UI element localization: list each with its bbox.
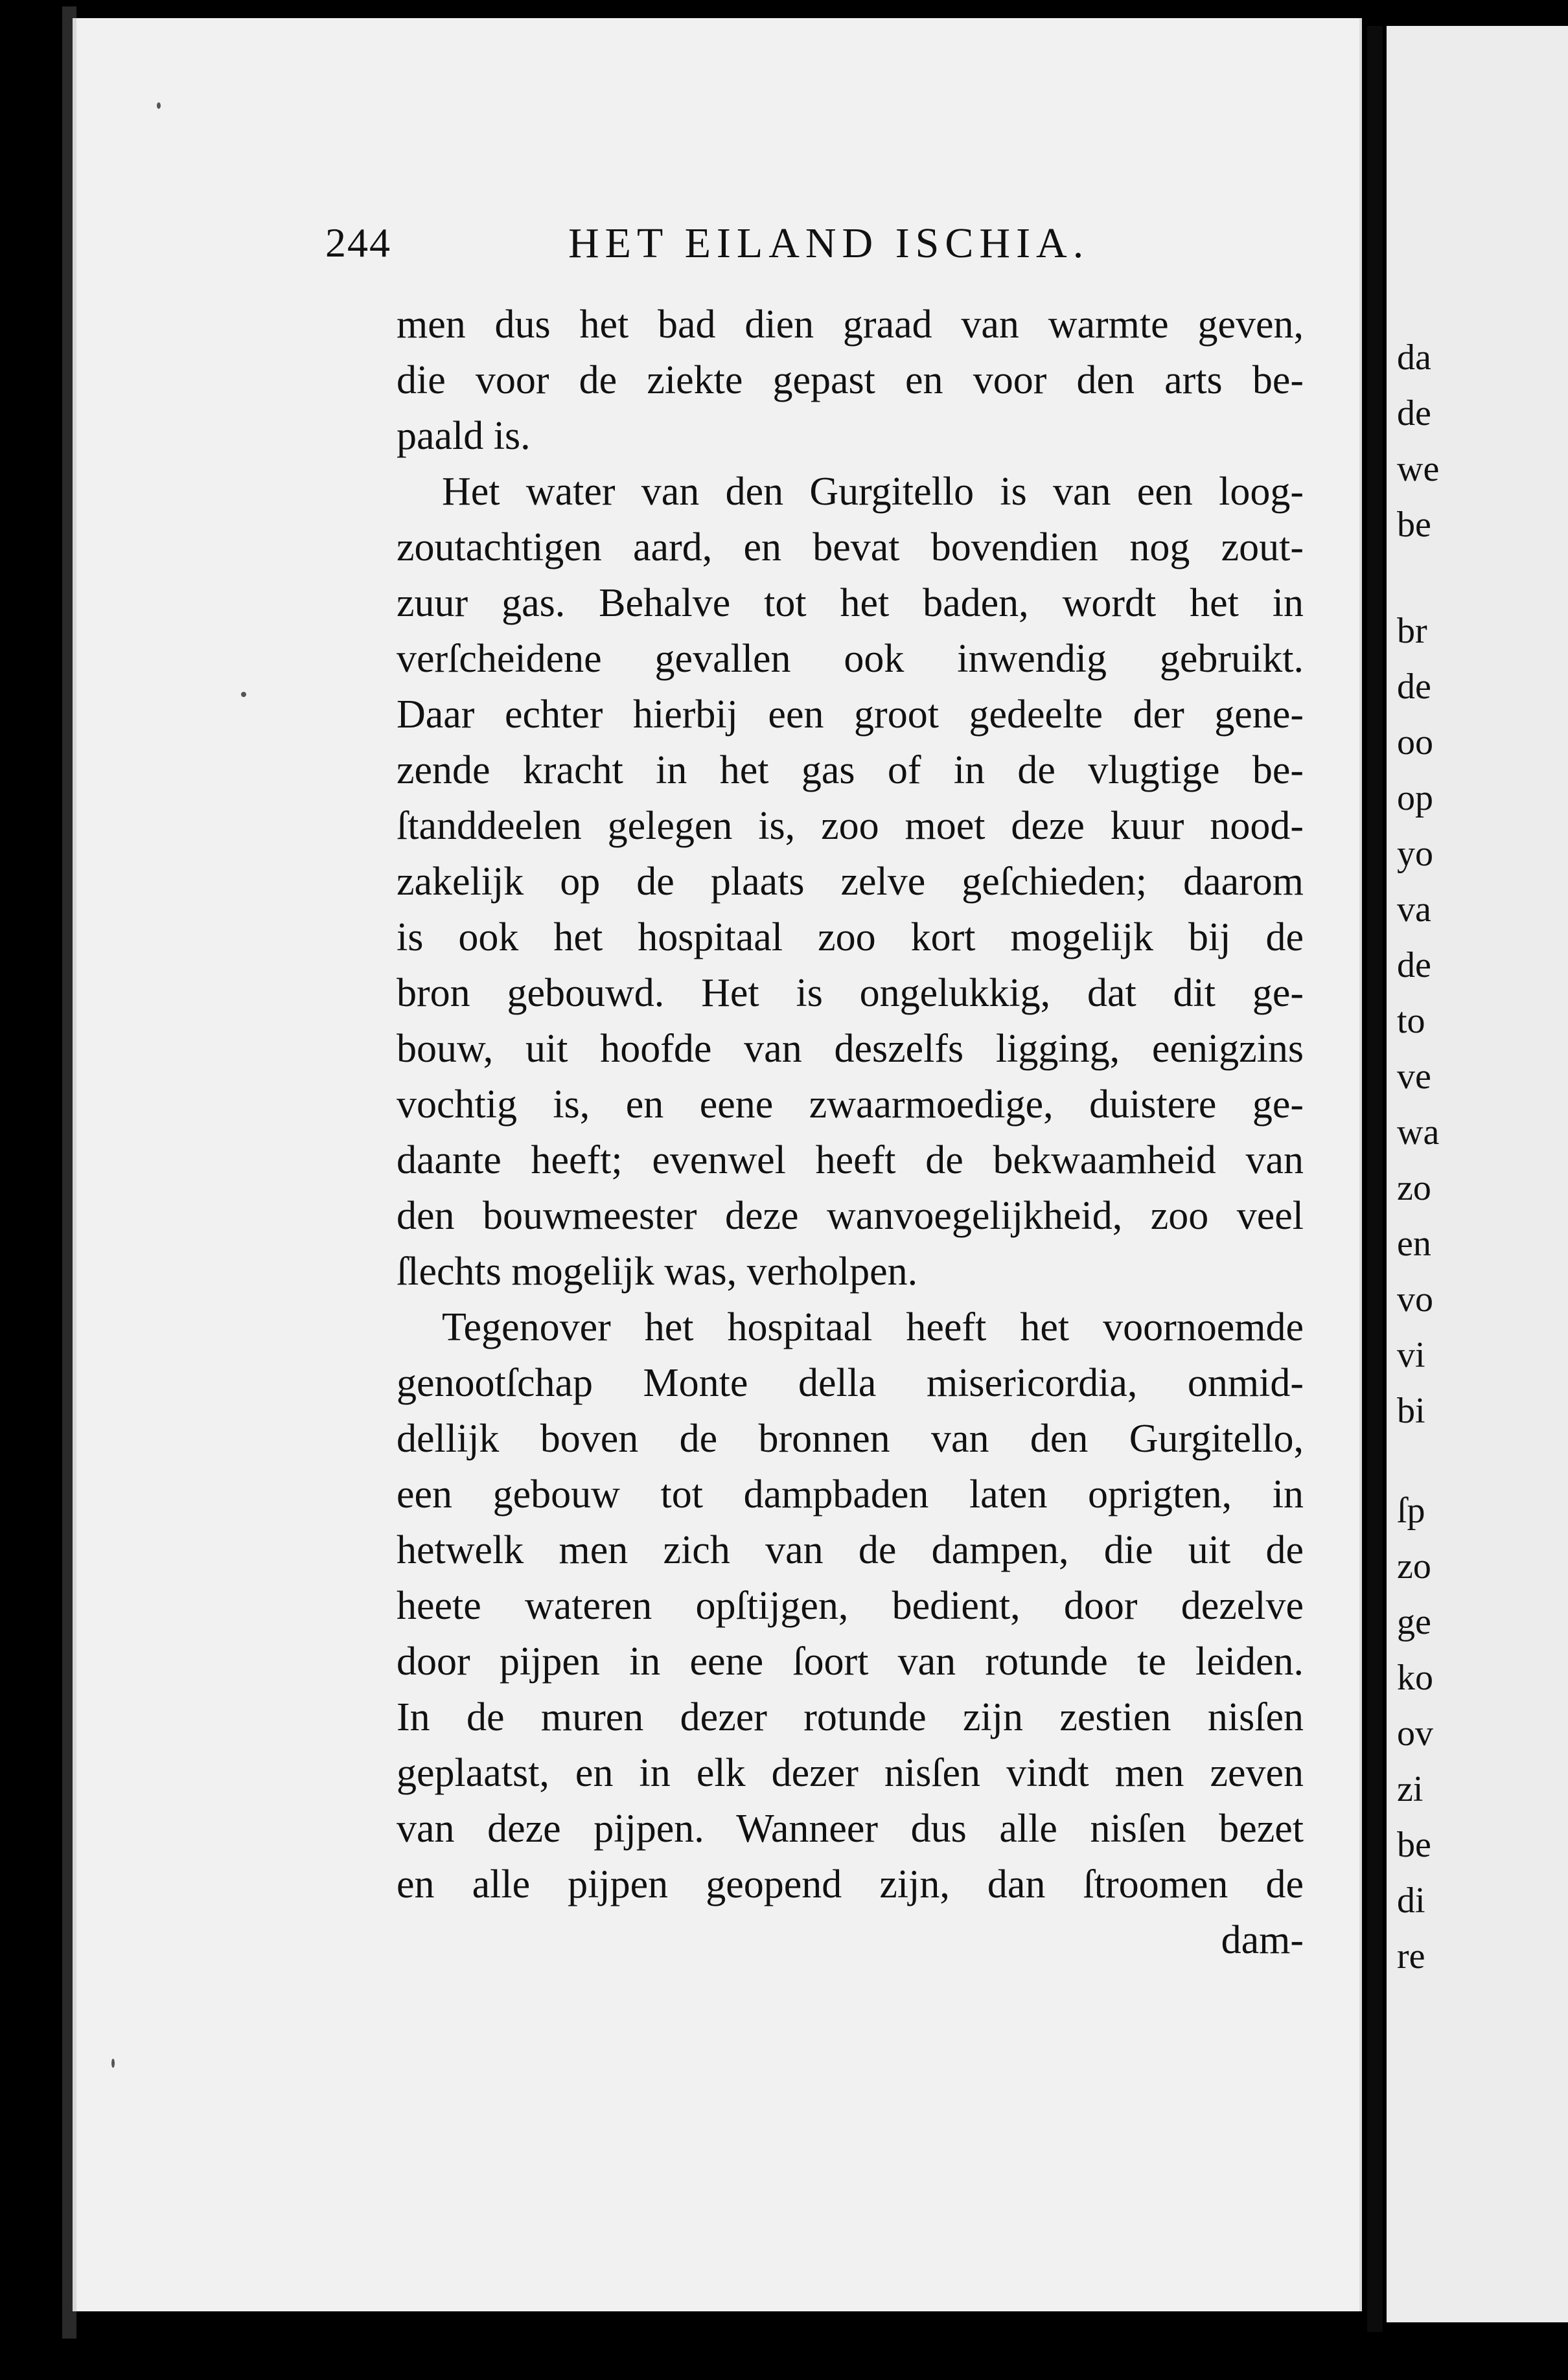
text-line: vochtig is, en eene zwaarmoedige, duistere ge- <box>397 1082 1304 1127</box>
facing-page-fragment: en <box>1397 1224 1431 1264</box>
facing-page-fragment: vo <box>1397 1279 1433 1320</box>
page-number: 244 <box>325 220 391 266</box>
running-head <box>325 219 1168 277</box>
body-text <box>397 297 1304 1968</box>
text-line: een gebouw tot dampbaden laten oprigten, in <box>397 1472 1304 1516</box>
facing-page-fragment: de <box>1397 393 1431 433</box>
text-line: die voor de ziekte gepast en voor den arts be- <box>397 358 1304 402</box>
facing-page-fragment: da <box>1397 338 1431 378</box>
facing-page-fragment: to <box>1397 1001 1425 1041</box>
catchword: dam- <box>1221 1918 1304 1962</box>
text-line: van deze pijpen. Wanneer dus alle nisſen bezet <box>397 1807 1304 1851</box>
facing-page-fragment: di <box>1397 1881 1425 1921</box>
text-line: ſtanddeelen gelegen is, zoo moet deze kuur nood- <box>397 804 1304 848</box>
facing-page-fragment: we <box>1397 449 1440 489</box>
facing-page-fragment: oo <box>1397 722 1433 762</box>
text-line: verſcheidene gevallen ook inwendig gebruikt. <box>397 637 1304 681</box>
paper-speck <box>241 692 246 697</box>
facing-page-fragment: va <box>1397 889 1431 930</box>
text-line: den bouwmeester deze wanvoegelijkheid, zoo veel <box>397 1194 1304 1238</box>
facing-page-fragment: be <box>1397 1825 1431 1865</box>
facing-page-fragment: ov <box>1397 1713 1433 1754</box>
facing-page-fragment: ve <box>1397 1057 1431 1097</box>
text-line: genootſchap Monte della misericordia, onmid- <box>397 1361 1304 1405</box>
paper-speck <box>157 102 161 109</box>
text-line: dellijk boven de bronnen van den Gurgitello, <box>397 1417 1304 1461</box>
facing-page-fragment: wa <box>1397 1112 1440 1152</box>
facing-page-fragment: ko <box>1397 1658 1433 1698</box>
facing-page-fragment: zo <box>1397 1546 1431 1586</box>
facing-page-fragment: de <box>1397 667 1431 707</box>
text-line: daante heeft; evenwel heeft de bekwaamheid van <box>397 1138 1304 1182</box>
text-line: In de muren dezer rotunde zijn zestien nisſen <box>397 1695 1304 1739</box>
text-line: ſlechts mogelijk was, verholpen. <box>397 1250 918 1294</box>
facing-page-fragment: bi <box>1397 1391 1425 1431</box>
book-page <box>73 18 1362 2311</box>
text-line: geplaatst, en in elk dezer nisſen vindt men zeven <box>397 1751 1304 1795</box>
facing-page-fragment: zo <box>1397 1168 1431 1208</box>
text-line: zende kracht in het gas of in de vlugtige be- <box>397 748 1304 792</box>
facing-page-fragment: zi <box>1397 1769 1424 1809</box>
text-line: zuur gas. Behalve tot het baden, wordt het in <box>397 581 1304 625</box>
paper-speck <box>111 2059 115 2068</box>
text-line: en alle pijpen geopend zijn, dan ſtroomen de <box>397 1862 1304 1906</box>
facing-page-fragment: op <box>1397 778 1433 818</box>
text-line: Daar echter hierbij een groot gedeelte der gene- <box>397 692 1304 737</box>
facing-page <box>1387 26 1568 2322</box>
text-line: Tegenover het hospitaal heeft het voornoemde <box>442 1305 1304 1349</box>
facing-page-fragment: br <box>1397 611 1427 651</box>
text-line: bouw, uit hoofde van deszelfs ligging, eenigzins <box>397 1027 1304 1071</box>
facing-page-fragment: re <box>1397 1936 1425 1976</box>
text-line: Het water van den Gurgitello is van een loog- <box>442 470 1304 514</box>
facing-page-fragment: ſp <box>1397 1491 1425 1531</box>
text-line: zoutachtigen aard, en bevat bovendien nog zout- <box>397 525 1304 569</box>
facing-page-fragment: be <box>1397 505 1431 545</box>
text-line: men dus het bad dien graad van warmte geven, <box>397 303 1304 347</box>
book-gutter <box>1367 26 1383 2332</box>
text-line: bron gebouwd. Het is ongelukkig, dat dit ge- <box>397 971 1304 1015</box>
running-title: HET EILAND ISCHIA. <box>568 220 1090 267</box>
text-line: heete wateren opſtijgen, bedient, door dezelve <box>397 1584 1304 1628</box>
facing-page-fragment: yo <box>1397 834 1433 874</box>
text-line: door pijpen in eene ſoort van rotunde te leiden. <box>397 1640 1304 1684</box>
facing-page-fragment: vi <box>1397 1335 1425 1375</box>
facing-page-fragment: de <box>1397 945 1431 985</box>
facing-page-fragment: ge <box>1397 1602 1431 1642</box>
text-line: paald is. <box>397 414 531 458</box>
text-line: is ook het hospitaal zoo kort mogelijk bij de <box>397 915 1304 959</box>
text-line: hetwelk men zich van de dampen, die uit de <box>397 1528 1304 1572</box>
text-line: zakelijk op de plaats zelve geſchieden; daarom <box>397 860 1304 904</box>
